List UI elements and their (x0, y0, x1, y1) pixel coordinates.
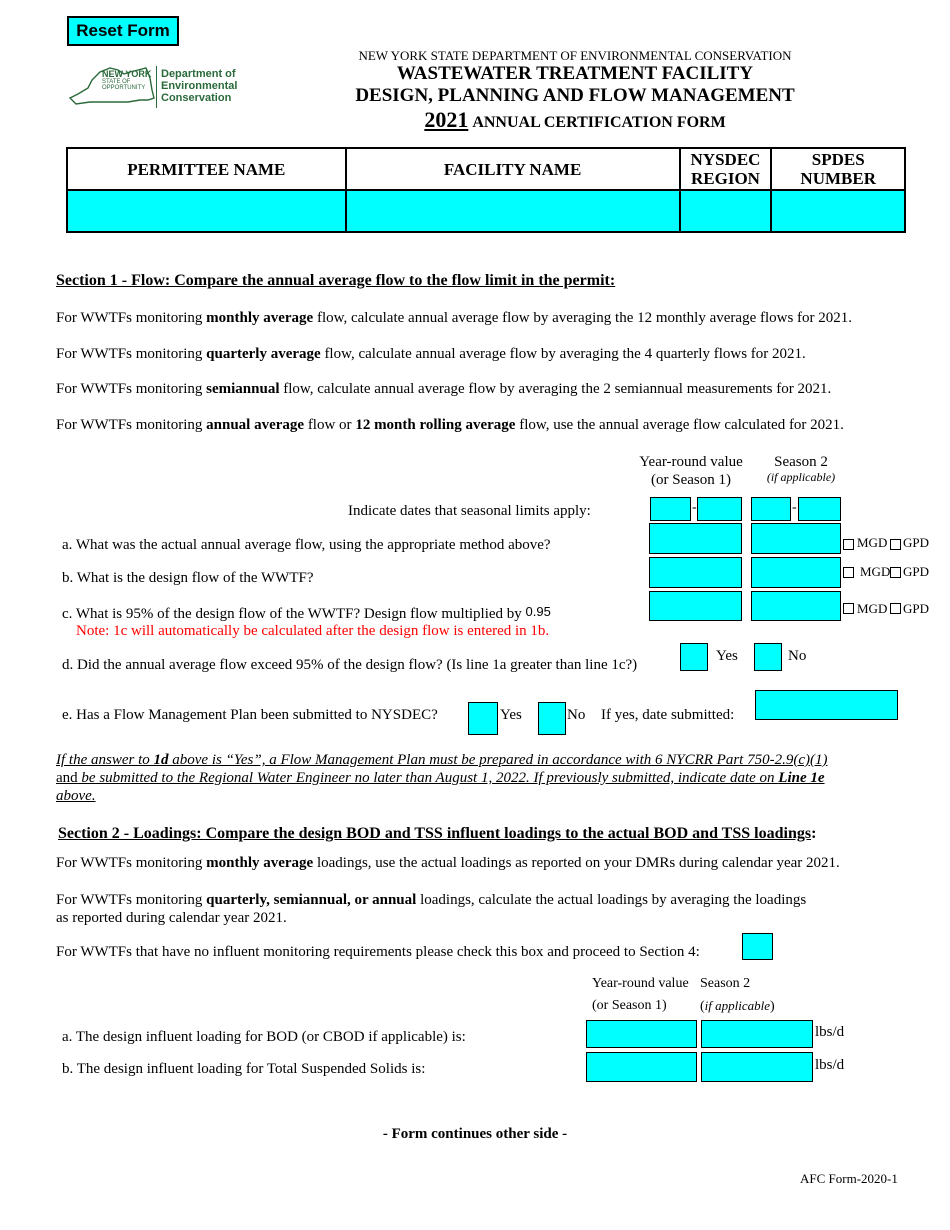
form-title-1: WASTEWATER TREATMENT FACILITY (396, 63, 754, 84)
form-title-2: DESIGN, PLANNING AND FLOW MANAGEMENT (355, 85, 795, 106)
section1-title: Section 1 - Flow: Compare the annual average flow to the flow limit in the permit: (56, 272, 616, 289)
flow-question-e: e. Has a Flow Management Plan been submitted to NYSDEC? (62, 707, 438, 723)
logo-state: NEW YORK (102, 69, 152, 79)
bod-loading-unit: lbs/d (815, 1024, 845, 1040)
seasonal-dates-label: Indicate dates that seasonal limits apply: (348, 503, 591, 519)
season2-start-date-input[interactable] (751, 497, 791, 521)
actual-flow-season2-input[interactable] (751, 523, 841, 554)
facility-name-input[interactable] (346, 190, 680, 232)
season1-date-dash: - (692, 500, 697, 515)
logo-tagline-2: OPPORTUNITY (102, 85, 146, 91)
s1-col-season2: Season 2 (if applicable) (766, 454, 836, 484)
flow-exceeded-no-checkbox[interactable] (754, 643, 782, 671)
logo-dept-3: Conservation (161, 92, 232, 104)
season2-end-date-input[interactable] (798, 497, 841, 521)
design-flow-mgd-checkbox[interactable] (843, 567, 854, 578)
fmp-submitted-no-label: No (567, 707, 586, 723)
pct95-flow-mgd-label: MGD (857, 601, 888, 616)
reset-form-button[interactable]: Reset Form (67, 16, 179, 46)
season1-start-date-input[interactable] (650, 497, 691, 521)
form-continues-note: - Form continues other side - (382, 1126, 568, 1142)
flow-plan-notice: If the answer to 1d above is “Yes”, a Flow Management Plan must be prepared in accordance with 6 NYCRR Part 750-2.9(c)(1) and be submitted to the Regional Water Engineer no later than August 1, 2022. If previously submitted, indicate date on Line 1e above. (56, 752, 828, 804)
tss-loading-season2-input[interactable] (701, 1052, 813, 1082)
fmp-date-submitted-input[interactable] (755, 690, 898, 720)
flow-question-c: c. What is 95% of the design flow of the WWTF? Design flow multiplied by 0.95 (62, 604, 551, 622)
section1-semiannual-text: For WWTFs monitoring semiannual flow, calculate annual average flow by averaging the 2 semiannual measurements for 2021. (56, 381, 832, 397)
logo-tagline-1: STATE OF (102, 79, 131, 85)
nysdec-region-header: NYSDEC REGION (680, 148, 772, 190)
agency-name: NEW YORK STATE DEPARTMENT OF ENVIRONMENTAL CONSERVATION (358, 48, 792, 63)
spdes-number-header: SPDES NUMBER (771, 148, 905, 190)
pct95-flow-mgd-checkbox[interactable] (843, 603, 854, 614)
design-flow-mgd-label: MGD (860, 564, 891, 579)
pct95-flow-year-round-input[interactable] (649, 591, 742, 621)
fmp-date-label: If yes, date submitted: (601, 707, 735, 723)
bod-loading-season2-input[interactable] (701, 1020, 813, 1048)
flow-question-a: a. What was the actual annual average flow, using the appropriate method above? (62, 537, 551, 553)
flow-exceeded-yes-checkbox[interactable] (680, 643, 708, 671)
actual-flow-year-round-input[interactable] (649, 523, 742, 554)
tss-loading-question: b. The design influent loading for Total Suspended Solids is: (62, 1061, 426, 1077)
form-year: 2021 (424, 107, 469, 132)
pct95-flow-season2-input[interactable] (751, 591, 841, 621)
actual-flow-gpd-label: GPD (903, 535, 930, 550)
season2-date-dash: - (792, 500, 797, 515)
s1-col-year-round: Year-round value (or Season 1) (639, 454, 743, 488)
flow-question-d: d. Did the annual average flow exceed 95% of the design flow? (Is line 1a greater than line 1c?) (62, 657, 638, 673)
form-title-3 (300, 107, 850, 136)
dec-logo (68, 62, 248, 112)
logo-dept-1: Department of (161, 68, 236, 80)
design-flow-factor: 0.95 (525, 604, 551, 619)
season1-end-date-input[interactable] (697, 497, 742, 521)
s2-col-year-round: Year-round value (or Season 1) (592, 976, 689, 1013)
form-id: AFC Form-2020-1 (800, 1171, 898, 1186)
actual-flow-mgd-label: MGD (857, 535, 888, 550)
pct95-flow-gpd-label: GPD (903, 601, 930, 616)
facility-info-table (66, 147, 906, 233)
permittee-name-input[interactable] (67, 190, 346, 232)
flow-exceeded-no-label: No (788, 648, 807, 664)
flow-question-c-note: Note: 1c will automatically be calculated after the design flow is entered in 1b. (76, 623, 550, 639)
design-flow-year-round-input[interactable] (649, 557, 742, 588)
flow-exceeded-yes-label: Yes (716, 648, 738, 664)
permittee-name-header: PERMITTEE NAME (67, 148, 346, 190)
facility-name-header: FACILITY NAME (346, 148, 680, 190)
spdes-number-input[interactable] (771, 190, 905, 232)
form-title-3-text: ANNUAL CERTIFICATION FORM (472, 114, 726, 131)
section1-quarterly-text: For WWTFs monitoring quarterly average flow, calculate annual average flow by averaging the 4 quarterly flows for 2021. (56, 346, 806, 362)
s2-col-season2: Season 2 (if applicable) (700, 976, 775, 1014)
flow-question-b: b. What is the design flow of the WWTF? (62, 570, 314, 586)
actual-flow-mgd-checkbox[interactable] (843, 539, 854, 550)
logo-dept-2: Environmental (161, 80, 238, 92)
bod-loading-question: a. The design influent loading for BOD (or CBOD if applicable) is: (62, 1029, 466, 1045)
actual-flow-gpd-checkbox[interactable] (890, 539, 901, 550)
section1-monthly-text: For WWTFs monitoring monthly average flow, calculate annual average flow by averaging the 12 monthly average flows for 2021. (56, 310, 853, 326)
no-influent-monitoring-text: For WWTFs that have no influent monitoring requirements please check this box and proceed to Section 4: (56, 944, 700, 960)
tss-loading-year-round-input[interactable] (586, 1052, 697, 1082)
design-flow-gpd-checkbox[interactable] (890, 567, 901, 578)
fmp-submitted-yes-checkbox[interactable] (468, 702, 498, 735)
design-flow-gpd-label: GPD (903, 564, 930, 579)
tss-loading-unit: lbs/d (815, 1057, 845, 1073)
section2-title: Section 2 - Loadings: Compare the design BOD and TSS influent loadings to the actual BOD and TSS loadings: (58, 825, 817, 842)
fmp-submitted-no-checkbox[interactable] (538, 702, 566, 735)
pct95-flow-gpd-checkbox[interactable] (890, 603, 901, 614)
section2-monthly-text: For WWTFs monitoring monthly average loadings, use the actual loadings as reported on your DMRs during calendar year 2021. (56, 855, 840, 871)
section1-annual-text: For WWTFs monitoring annual average flow or 12 month rolling average flow, use the annual average flow calculated for 2021. (56, 417, 844, 433)
fmp-submitted-yes-label: Yes (500, 707, 522, 723)
section2-quarterly-text: For WWTFs monitoring quarterly, semiannual, or annual loadings, calculate the actual loadings by averaging the loadings as reported during calendar year 2021. (56, 892, 807, 926)
nysdec-region-input[interactable] (680, 190, 772, 232)
design-flow-season2-input[interactable] (751, 557, 841, 588)
bod-loading-year-round-input[interactable] (586, 1020, 697, 1048)
no-influent-monitoring-checkbox[interactable] (742, 933, 773, 960)
